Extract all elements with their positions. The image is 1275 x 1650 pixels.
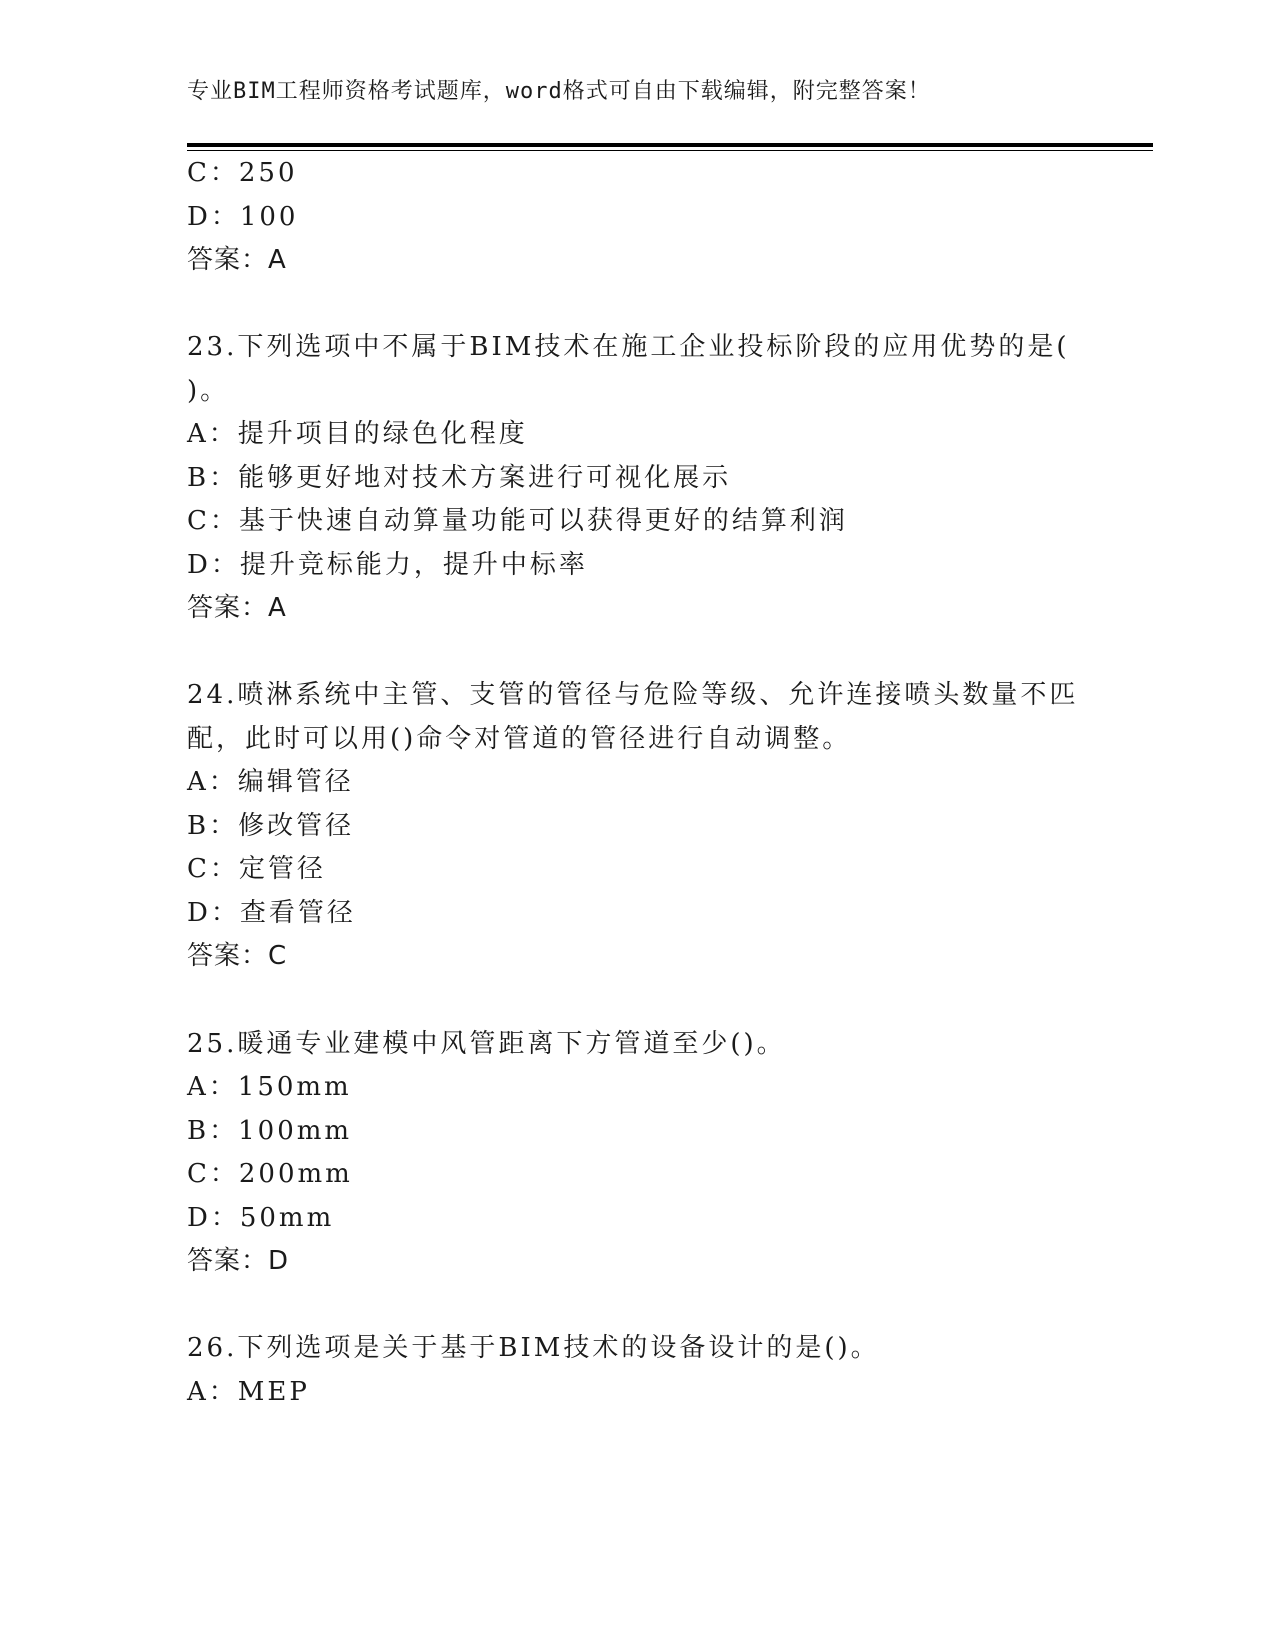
q23-option-c: C：基于快速自动算量功能可以获得更好的结算利润 (187, 506, 848, 536)
page-header: 专业BIM工程师资格考试题库，word格式可自由下载编辑，附完整答案！ (187, 79, 931, 104)
q26-option-a: A：MEP (187, 1377, 310, 1407)
q25-answer: 答案：D (187, 1246, 290, 1276)
q23-stem-line1: 23.下列选项中不属于BIM技术在施工企业投标阶段的应用优势的是( (187, 332, 1070, 362)
q23-option-d: D：提升竞标能力，提升中标率 (187, 550, 588, 580)
q23-stem-line2: )。 (187, 376, 230, 406)
q23-answer: 答案：A (187, 593, 287, 623)
q22-answer: 答案：A (187, 245, 287, 275)
q25-option-c: C：200mm (187, 1159, 353, 1189)
q24-stem-line1: 24.喷淋系统中主管、支管的管径与危险等级、允许连接喷头数量不匹 (187, 680, 1079, 710)
q24-option-c: C：定管径 (187, 854, 326, 884)
q24-option-a: A：编辑管径 (187, 767, 354, 797)
q22-option-d: D：100 (187, 202, 299, 232)
q25-stem: 25.暖通专业建模中风管距离下方管道至少()。 (187, 1029, 786, 1059)
q26-stem: 26.下列选项是关于基于BIM技术的设备设计的是()。 (187, 1333, 880, 1363)
q25-option-d: D：50mm (187, 1203, 335, 1233)
q24-option-d: D：查看管径 (187, 898, 356, 928)
q23-option-a: A：提升项目的绿色化程度 (187, 419, 528, 449)
q25-option-a: A：150mm (187, 1072, 352, 1102)
header-rule-thick (187, 143, 1153, 147)
q23-option-b: B：能够更好地对技术方案进行可视化展示 (187, 463, 732, 493)
q22-option-c: C：250 (187, 158, 298, 188)
q24-stem-line2: 配，此时可以用()命令对管道的管径进行自动调整。 (187, 724, 852, 754)
q24-option-b: B：修改管径 (187, 811, 355, 841)
q25-option-b: B：100mm (187, 1116, 353, 1146)
q24-answer: 答案：C (187, 941, 288, 971)
header-rule-thin (187, 150, 1153, 151)
